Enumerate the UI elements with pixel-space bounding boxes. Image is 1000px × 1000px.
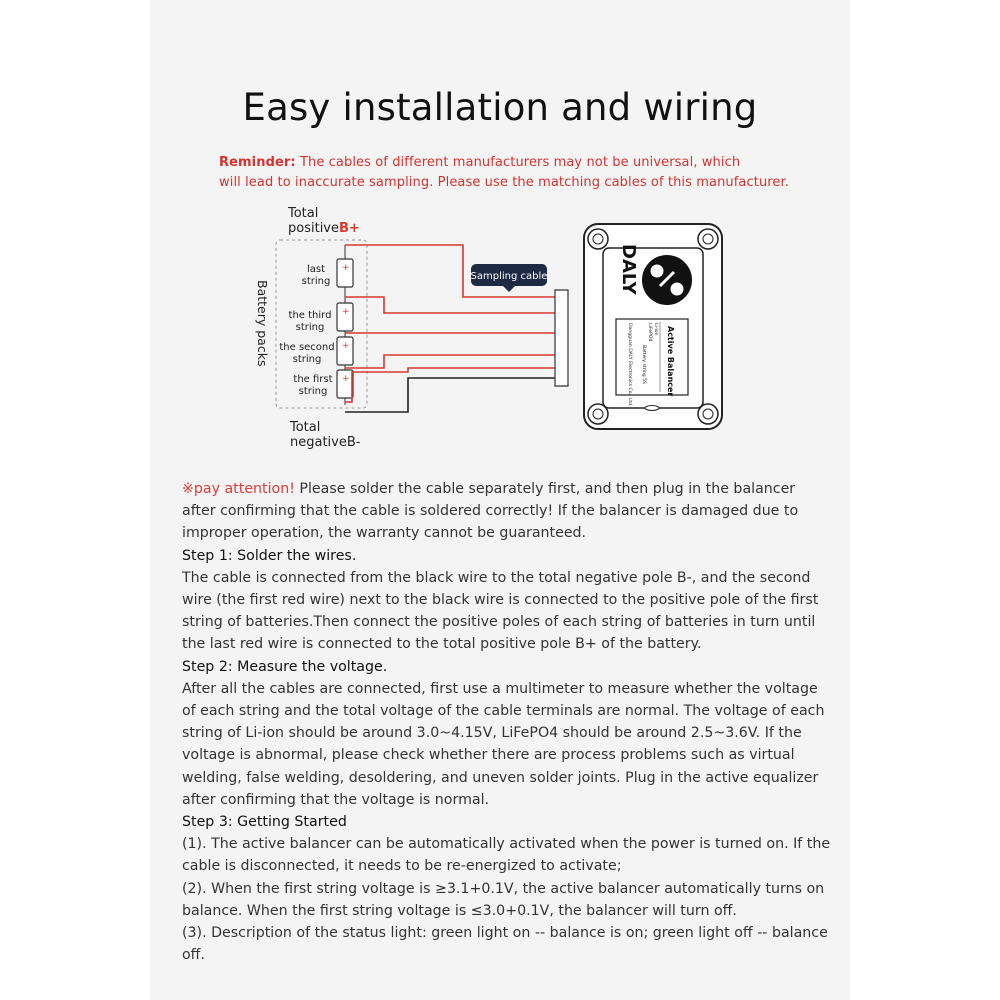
string-label-last-2: string bbox=[301, 276, 331, 287]
total-positive-label-2: positiveB+ bbox=[288, 221, 360, 236]
page-title: Easy installation and wiring bbox=[242, 86, 758, 129]
reminder-line2: will lead to inaccurate sampling. Please use the matching cables of this manufacturer. bbox=[219, 175, 790, 190]
string-label-first-1: the first bbox=[293, 374, 333, 385]
string-label-third-1: the third bbox=[288, 310, 332, 321]
string-label-second-2: string bbox=[292, 354, 322, 365]
label-line-3: Battery string 5S bbox=[641, 345, 646, 384]
b-plus-label: B+ bbox=[339, 221, 360, 236]
black-wire bbox=[345, 378, 555, 412]
step2-text: After all the cables are connected, first use a multimeter to measure whether the voltage of each string and the total voltage of the cable terminals are normal. The voltage of each string of Li-ion should be around 3.0~4.15V, LiFePO4 should be around 2.5~3.6V. If the voltage is abnormal, please check whether there are process problems such as virtual welding, false welding, desoldering, and uneven solder joints. Plug in the active equalizer after confirming that the voltage is normal. bbox=[182, 680, 825, 808]
step3-item-3: (3). Description of the status light: green light on -- balance is on; green light off -- balance off. bbox=[182, 925, 828, 964]
product-name: Active Balancer bbox=[666, 326, 675, 397]
string-label-third-2: string bbox=[295, 322, 325, 333]
attention-paragraph bbox=[182, 478, 832, 545]
battery-cell-first bbox=[337, 370, 353, 398]
svg-text:+: + bbox=[342, 341, 350, 351]
battery-cell-last bbox=[337, 259, 353, 287]
battery-cell-second bbox=[337, 337, 353, 365]
step3-title: Step 3: Getting Started bbox=[182, 814, 347, 831]
label-line-2: LiFePO4 bbox=[647, 323, 652, 342]
step3-item-2: (2). When the first string voltage is ≥3.1+0.1V, the active balancer automatically turns on balance. When the first string voltage is ≤3.0+0.1V, the balancer will turn off. bbox=[182, 880, 825, 919]
string-label-first-2: string bbox=[298, 386, 328, 397]
battery-cell-third bbox=[337, 303, 353, 331]
balancer-device bbox=[584, 224, 722, 429]
attention-label: ※pay attention! bbox=[182, 481, 295, 497]
svg-text:+: + bbox=[342, 307, 350, 317]
status-light bbox=[645, 406, 659, 411]
sampling-cable-badge bbox=[471, 264, 548, 292]
svg-text:+: + bbox=[342, 374, 350, 384]
string-label-last-1: last bbox=[306, 264, 326, 275]
svg-text:+: + bbox=[342, 263, 350, 273]
reminder-line1: The cables of different manufacturers may not be universal, which bbox=[295, 155, 741, 170]
label-line-1: Li-ion bbox=[653, 323, 658, 336]
label-line-4: Dongguan DALY Electronics Co., Ltd. bbox=[627, 323, 632, 407]
total-negative-label-2: negativeB- bbox=[290, 435, 361, 450]
step1-title: Step 1: Solder the wires. bbox=[182, 547, 357, 564]
step3-item-1: (1). The active balancer can be automatically activated when the power is turned on. If the cable is disconnected, it needs to be re-energized to activate; bbox=[182, 836, 831, 875]
sampling-cable-label: Sampling cable bbox=[470, 271, 548, 282]
step1-text: The cable is connected from the black wire to the total negative pole B-, and the second wire (the first red wire) next to the black wire is connected to the positive pole of the first string of batteries.Then connect the positive poles of each string of batteries in turn until the last red wire is connected to the total positive pole B+ of the battery. bbox=[182, 569, 819, 653]
connector-plug bbox=[555, 290, 568, 386]
attention-text: Please solder the cable separately first, and then plug in the balancer after confirming that the cable is soldered correctly! If the balancer is damaged due to improper operation, the warranty cannot be guaranteed. bbox=[182, 481, 799, 542]
string-label-second-1: the second bbox=[279, 342, 335, 353]
total-negative-label-1: Total bbox=[290, 420, 321, 435]
step2-title: Step 2: Measure the voltage. bbox=[182, 658, 388, 675]
reminder-label: Reminder: bbox=[219, 155, 296, 170]
daly-logo-icon bbox=[642, 255, 692, 305]
battery-packs-label: Battery packs bbox=[255, 280, 270, 367]
brand-text: DALY bbox=[618, 244, 639, 295]
total-positive-label-1: Total bbox=[288, 206, 319, 221]
instructions bbox=[182, 478, 832, 966]
